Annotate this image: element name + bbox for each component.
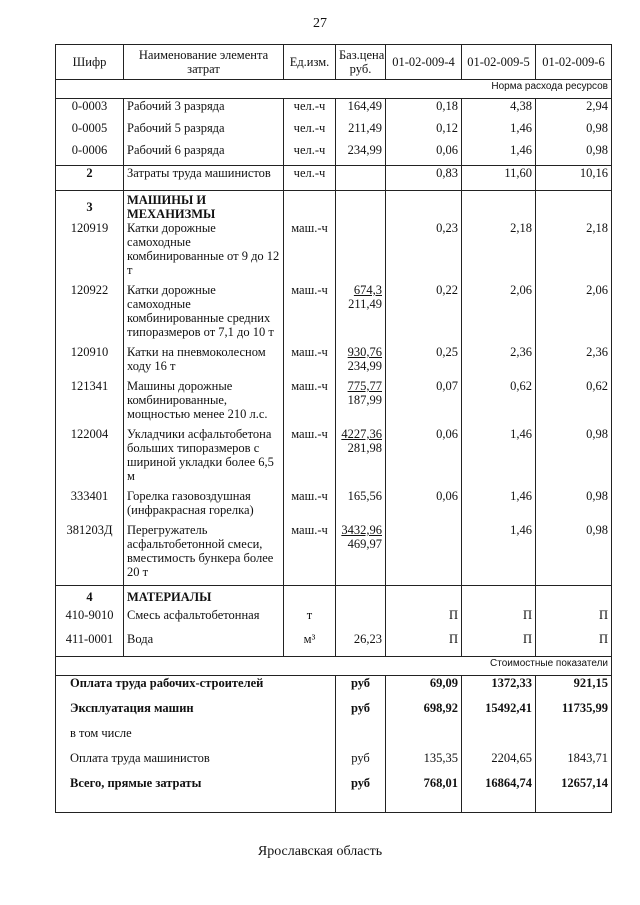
cell-value-1: 0,06: [386, 427, 462, 489]
cell-value-1: П: [386, 632, 462, 657]
cell-value-3: 0,62: [536, 379, 612, 427]
price-current: 165,56: [347, 489, 382, 503]
cell-value-1: 0,25: [386, 345, 462, 379]
cell-value-2: 1,46: [462, 143, 536, 166]
band-norms: Норма расхода ресурсов: [56, 80, 612, 99]
cell-price: [336, 523, 386, 586]
price-current: 3432,96: [341, 523, 382, 537]
worker-row: [56, 121, 612, 143]
summary-label: Оплата труда машинистов: [56, 751, 336, 776]
summary-value-1: 768,01: [386, 776, 462, 813]
cell-name: Катки дорожные самоходные комбинированные от 9 до 12 т: [124, 221, 284, 283]
summary-value-3: [536, 726, 612, 751]
cell-code: 121341: [56, 379, 124, 427]
table-body: [56, 80, 612, 657]
summary-value-1: 135,35: [386, 751, 462, 776]
summary-body: [56, 657, 612, 813]
cell-value-3: 2,18: [536, 221, 612, 283]
cell-name: Катки на пневмоколесном ходу 16 т: [124, 345, 284, 379]
cell-empty: [462, 586, 536, 609]
cell-price: [336, 379, 386, 427]
section-name: Затраты труда машинистов: [124, 166, 284, 191]
cell-price: [336, 283, 386, 345]
cell-name: Перегружатель асфальтобетонной смеси, вместимость бункера более 20 т: [124, 523, 284, 586]
cell-name: Смесь асфальтобетонная: [124, 608, 284, 632]
machine-row: [56, 345, 612, 379]
cell-value-3: 10,16: [536, 166, 612, 191]
price-base: 187,99: [347, 393, 382, 407]
price-base: 281,98: [347, 441, 382, 455]
cell-code: 122004: [56, 427, 124, 489]
cell-value-3: 2,36: [536, 345, 612, 379]
price-current: 930,76: [347, 345, 382, 359]
summary-label: Эксплуатация машин: [56, 701, 336, 726]
cell-price: [336, 427, 386, 489]
summary-value-1: 69,09: [386, 676, 462, 702]
cell-code: 120922: [56, 283, 124, 345]
page-number: 27: [313, 16, 327, 31]
cost-table: [55, 44, 612, 813]
cell-code: 120910: [56, 345, 124, 379]
price-base: 234,99: [347, 359, 382, 373]
summary-row: [56, 776, 612, 813]
summary-unit: руб: [336, 701, 386, 726]
section-2-row: [56, 166, 612, 191]
cell-name: Рабочий 3 разряда: [124, 99, 284, 122]
price-current: 775,77: [347, 379, 382, 393]
cell-price: [336, 345, 386, 379]
summary-value-2: 15492,41: [462, 701, 536, 726]
cell-value-1: 0,06: [386, 489, 462, 523]
price-base: 211,49: [348, 297, 382, 311]
summary-value-3: 1843,71: [536, 751, 612, 776]
cell-unit: маш.-ч: [284, 283, 336, 345]
cell-price: [336, 608, 386, 632]
cell-code: 381203Д: [56, 523, 124, 586]
cell-value-2: 11,60: [462, 166, 536, 191]
cell-value-1: 0,06: [386, 143, 462, 166]
summary-value-2: [462, 726, 536, 751]
cell-name: Рабочий 6 разряда: [124, 143, 284, 166]
summary-value-3: 12657,14: [536, 776, 612, 813]
cell-code: 0-0003: [56, 99, 124, 122]
summary-value-2: 2204,65: [462, 751, 536, 776]
cell-empty: [536, 586, 612, 609]
cell-value-1: 0,22: [386, 283, 462, 345]
header-code: Шифр: [56, 45, 124, 80]
cell-price: 164,49: [336, 99, 386, 122]
cell-empty: [462, 191, 536, 222]
cell-unit: чел.-ч: [284, 99, 336, 122]
cell-value-1: 0,23: [386, 221, 462, 283]
cell-value-2: 4,38: [462, 99, 536, 122]
cell-value-1: 0,83: [386, 166, 462, 191]
cell-value-2: 1,46: [462, 427, 536, 489]
cell-value-1: 0,18: [386, 99, 462, 122]
cell-unit: чел.-ч: [284, 143, 336, 166]
cell-price: [336, 221, 386, 283]
cell-code: 0-0006: [56, 143, 124, 166]
summary-value-1: [386, 726, 462, 751]
summary-value-3: 921,15: [536, 676, 612, 702]
cell-empty: [386, 191, 462, 222]
header-unit: Ед.изм.: [284, 45, 336, 80]
cell-name: Рабочий 5 разряда: [124, 121, 284, 143]
cell-value-3: 0,98: [536, 523, 612, 586]
cell-value-3: П: [536, 632, 612, 657]
table-header: [56, 45, 612, 80]
cell-name: Укладчики асфальтобетона больших типоразмеров с шириной укладки более 6,5 м: [124, 427, 284, 489]
cell-value-1: 0,12: [386, 121, 462, 143]
cell-value-3: 2,94: [536, 99, 612, 122]
machine-row: [56, 489, 612, 523]
summary-label: в том числе: [56, 726, 336, 751]
cell-code: 333401: [56, 489, 124, 523]
cell-value-3: 0,98: [536, 427, 612, 489]
header-col1: 01-02-009-4: [386, 45, 462, 80]
price-base: 469,97: [347, 537, 382, 551]
cell-value-3: 0,98: [536, 143, 612, 166]
price-current: 674,3: [353, 283, 382, 297]
worker-row: [56, 143, 612, 166]
cell-code: 0-0005: [56, 121, 124, 143]
cell-unit: м³: [284, 632, 336, 657]
machine-row: [56, 379, 612, 427]
section-3-row: [56, 191, 612, 222]
band-costs-row: [56, 657, 612, 676]
section-name: МАТЕРИАЛЫ: [124, 586, 284, 609]
cell-unit: маш.-ч: [284, 523, 336, 586]
cell-name: Вода: [124, 632, 284, 657]
cell-unit: маш.-ч: [284, 489, 336, 523]
cell-price: [336, 166, 386, 191]
section-code: 3: [56, 191, 124, 222]
cell-unit: чел.-ч: [284, 166, 336, 191]
machine-row: [56, 221, 612, 283]
cell-name: Машины дорожные комбинированные, мощностью менее 210 л.с.: [124, 379, 284, 427]
cell-empty: [284, 586, 336, 609]
footer-region: Ярославская область: [257, 844, 383, 859]
machine-row: [56, 283, 612, 345]
cell-value-2: П: [462, 608, 536, 632]
cell-empty: [536, 191, 612, 222]
cell-value-3: 0,98: [536, 121, 612, 143]
band-norms-row: [56, 80, 612, 99]
cell-empty: [336, 191, 386, 222]
summary-row: [56, 701, 612, 726]
cell-price: 234,99: [336, 143, 386, 166]
summary-unit: руб: [336, 676, 386, 702]
summary-unit: [336, 726, 386, 751]
summary-value-3: 11735,99: [536, 701, 612, 726]
cell-value-2: 2,18: [462, 221, 536, 283]
summary-row: [56, 751, 612, 776]
cell-value-3: 0,98: [536, 489, 612, 523]
cell-unit: чел.-ч: [284, 121, 336, 143]
worker-row: [56, 99, 612, 122]
cell-unit: маш.-ч: [284, 427, 336, 489]
summary-row: [56, 726, 612, 751]
cell-value-1: [386, 523, 462, 586]
cell-value-3: 2,06: [536, 283, 612, 345]
summary-value-1: 698,92: [386, 701, 462, 726]
cell-value-2: 0,62: [462, 379, 536, 427]
cell-code: 120919: [56, 221, 124, 283]
cell-value-2: П: [462, 632, 536, 657]
cell-price: 26,23: [336, 632, 386, 657]
cell-unit: т: [284, 608, 336, 632]
section-code: 2: [56, 166, 124, 191]
cell-value-1: П: [386, 608, 462, 632]
cell-value-2: 1,46: [462, 121, 536, 143]
section-name: МАШИНЫ И МЕХАНИЗМЫ: [124, 191, 284, 222]
header-name: Наименование элемента затрат: [124, 45, 284, 80]
summary-value-2: 1372,33: [462, 676, 536, 702]
cell-value-2: 2,06: [462, 283, 536, 345]
cell-value-1: 0,07: [386, 379, 462, 427]
cell-price: [336, 489, 386, 523]
cell-value-2: 1,46: [462, 489, 536, 523]
price-current: 4227,36: [341, 427, 382, 441]
summary-label: Всего, прямые затраты: [56, 776, 336, 813]
material-row: [56, 608, 612, 632]
cell-unit: маш.-ч: [284, 379, 336, 427]
header-col2: 01-02-009-5: [462, 45, 536, 80]
summary-unit: руб: [336, 776, 386, 813]
cell-value-2: 1,46: [462, 523, 536, 586]
header-col3: 01-02-009-6: [536, 45, 612, 80]
cell-name: Горелка газовоздушная (инфракрасная горелка): [124, 489, 284, 523]
cell-empty: [284, 191, 336, 222]
cell-value-3: П: [536, 608, 612, 632]
summary-unit: руб: [336, 751, 386, 776]
summary-row: [56, 676, 612, 702]
summary-label: Оплата труда рабочих-строителей: [56, 676, 336, 702]
cell-empty: [386, 586, 462, 609]
cell-value-2: 2,36: [462, 345, 536, 379]
cell-name: Катки дорожные самоходные комбинированные средних типоразмеров от 7,1 до 10 т: [124, 283, 284, 345]
cell-code: 410-9010: [56, 608, 124, 632]
cell-price: 211,49: [336, 121, 386, 143]
header-price: Баз.цена руб.: [336, 45, 386, 80]
section-4-row: [56, 586, 612, 609]
section-code: 4: [56, 586, 124, 609]
cell-unit: маш.-ч: [284, 221, 336, 283]
material-row: [56, 632, 612, 657]
machine-row: [56, 427, 612, 489]
band-costs: Стоимостные показатели: [56, 657, 612, 676]
cell-empty: [336, 586, 386, 609]
machine-row: [56, 523, 612, 586]
cell-unit: маш.-ч: [284, 345, 336, 379]
summary-value-2: 16864,74: [462, 776, 536, 813]
cell-code: 411-0001: [56, 632, 124, 657]
